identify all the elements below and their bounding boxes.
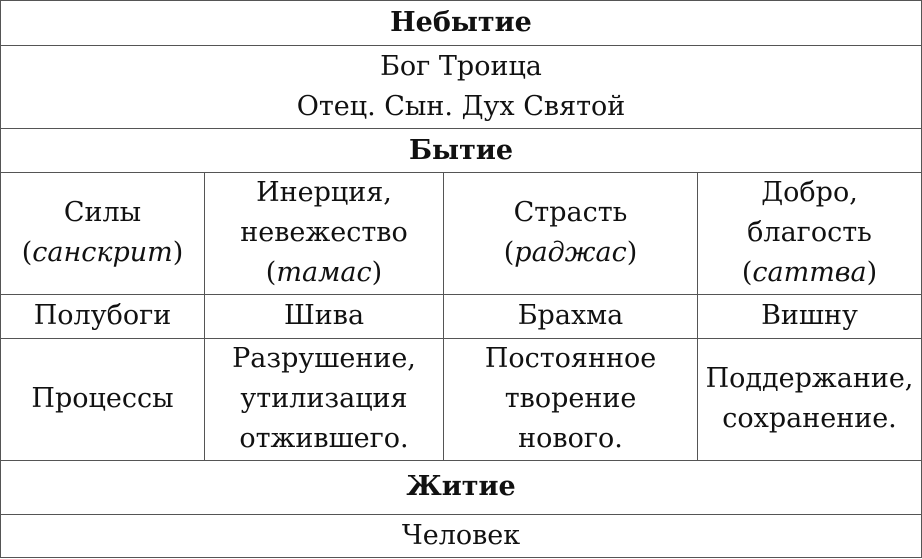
- demigod-vishnu: Вишну: [698, 294, 922, 338]
- passion-line1: Страсть: [513, 197, 628, 229]
- rajas-term: раджас: [514, 237, 627, 269]
- inertia-term-line: (тамас): [265, 257, 383, 289]
- inertia-line1: Инерция,: [256, 177, 392, 209]
- being-header-row: [1, 129, 922, 173]
- destruction-line1: Разрушение,: [232, 343, 416, 375]
- inertia-line2: невежество: [240, 217, 408, 249]
- god-trinity-row: [1, 46, 922, 129]
- creation-line1: Постоянное: [484, 343, 657, 375]
- creation-line2: творение: [504, 383, 637, 415]
- maintenance-line2: сохранение.: [722, 403, 897, 435]
- processes-row: [1, 338, 922, 460]
- destruction-line3: отжившего.: [239, 423, 409, 455]
- passion-term-line: (раджас): [503, 237, 638, 269]
- god-trinity-title: Бог Троица: [380, 51, 542, 83]
- human-row: [1, 514, 922, 557]
- maintenance-line1: Поддержание,: [705, 363, 914, 395]
- forces-label: Силы: [63, 197, 142, 229]
- demigod-shiva: Шива: [205, 294, 444, 338]
- forces-label-term: (санскрит): [21, 237, 184, 269]
- god-trinity-persons: Отец. Сын. Дух Святой: [296, 91, 626, 123]
- goodness-line1: Добро,: [761, 177, 858, 209]
- nonbeing-header-row: [1, 1, 922, 46]
- processes-label: Процессы: [1, 338, 205, 460]
- creation-cell: [444, 338, 698, 460]
- sanskrit-term: санскрит: [32, 237, 173, 269]
- demigod-brahma: Брахма: [444, 294, 698, 338]
- creation-line3: нового.: [518, 423, 623, 455]
- passion-cell: [444, 173, 698, 294]
- life-header: Житие: [1, 460, 922, 514]
- forces-label-cell: [1, 173, 205, 294]
- destruction-cell: [205, 338, 444, 460]
- maintenance-cell: [698, 338, 922, 460]
- goodness-term-line: (саттва): [741, 257, 878, 289]
- demigods-label: Полубоги: [1, 294, 205, 338]
- life-header-row: [1, 460, 922, 514]
- demigods-row: [1, 294, 922, 338]
- inertia-cell: [205, 173, 444, 294]
- sattva-term: саттва: [752, 257, 867, 289]
- human-cell: Человек: [1, 514, 922, 557]
- nonbeing-header: Небытие: [1, 1, 922, 46]
- forces-row: [1, 173, 922, 294]
- destruction-line2: утилизация: [240, 383, 408, 415]
- goodness-cell: [698, 173, 922, 294]
- god-trinity-cell: [1, 46, 922, 129]
- goodness-line2: благость: [747, 217, 872, 249]
- being-header: Бытие: [1, 129, 922, 173]
- tamas-term: тамас: [276, 257, 372, 289]
